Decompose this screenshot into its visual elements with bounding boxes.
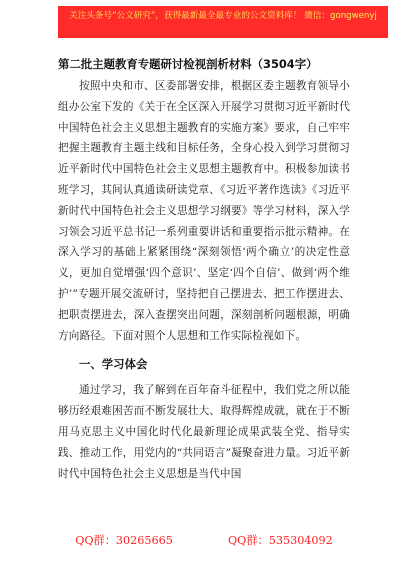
footer-contacts xyxy=(0,533,408,549)
footer-qq-group-2: QQ群：535304092 xyxy=(228,534,333,547)
intro-paragraph: 按照中央和市、区委部署安排，根据区委主题教育领导小组办公室下发的《关于在全区深入开展学习贯彻习近平新时代中国特色社会主义思想主题教育的实施方案》要求，自己牢牢把握主题教育主题主线和目标任务，全身心投入到学习贯彻习近平新时代中国特色社会主义思想主题教育中。积极参加读书班学习，其间认真通读研读党章、《习近平著作选读》《习近平新时代中国特色社会主义思想学习纲要》等学习材料，深入学习领会习近平总书记一系列重要讲话和重要指示批示精神。在深入学习的基础上紧紧围绕“深刻领悟‘两个确立’的决定性意义，更加自觉增强‘四个意识’、坚定‘四个自信’、做到‘两个维护’”专题开展交流研讨，坚持把自己摆进去、把工作摆进去、把职责摆进去，深入查摆突出问题，深刻剖析问题根源，明确方向路径。下面对照个人思想和工作实际检视如下。 xyxy=(58,80,350,342)
section-heading-study: 一、学习体会 xyxy=(79,357,148,372)
section-paragraph: 通过学习，我了解到在百年奋斗征程中，我们党之所以能够历经艰难困苦而不断发展壮大、取得辉煌成就，就在于不断用马克思主义中国化时代化最新理论成果武装全党、指导实践、推动工作，用党内的“共同语言”凝聚奋进力量。习近平新时代中国特色社会主义思想是当代中国 xyxy=(58,384,350,480)
document-title: 第二批主题教育专题研讨检视剖析材料（3504字） xyxy=(58,57,318,71)
promo-banner-text: 关注头条号“公文研究”，获得最新最全最专业的公文资料库！ 微信：gongwenyj xyxy=(69,11,377,21)
footer-qq-group-1: QQ群：30265665 xyxy=(75,534,173,547)
promo-banner[interactable] xyxy=(58,6,388,38)
document-body xyxy=(58,56,350,484)
